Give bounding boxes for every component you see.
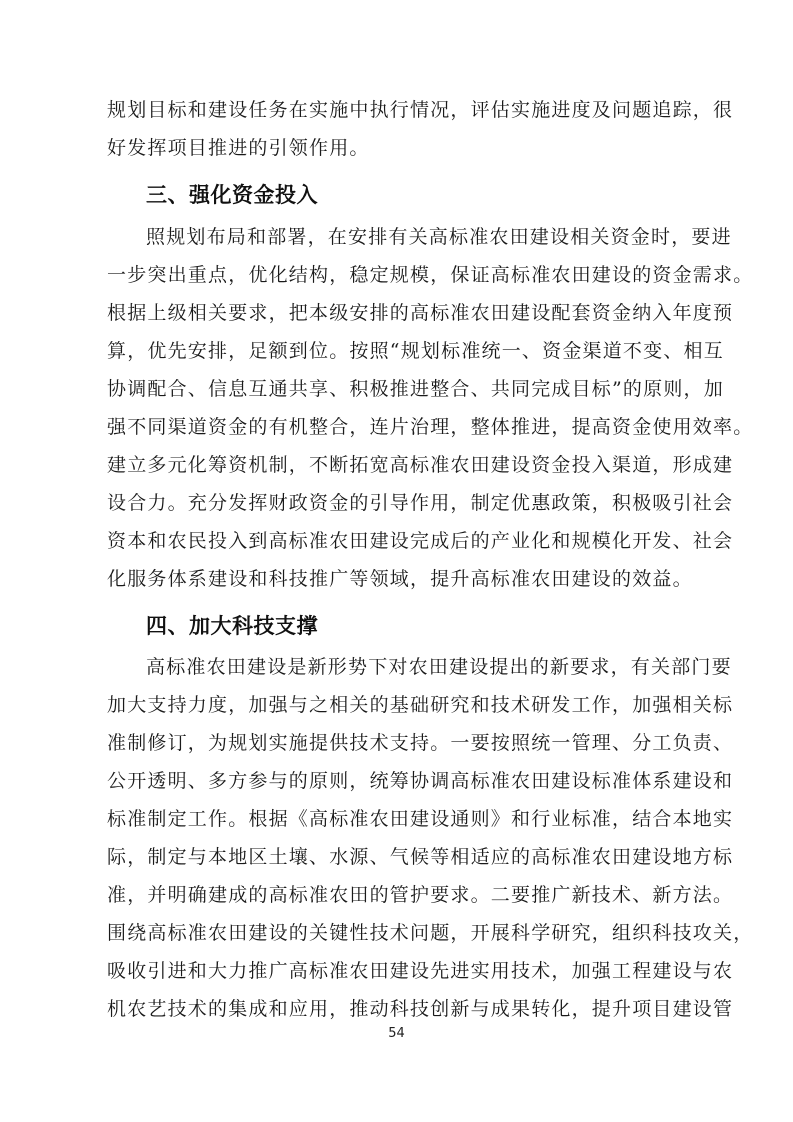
paragraph-line: 协调配合、信息互通共享、积极推进整合、共同完成目标”的原则，加	[107, 378, 724, 400]
paragraph-line: 围绕高标准农田建设的关键性技术问题，开展科学研究，组织科技攻关，	[107, 922, 754, 944]
section-heading: 三、强化资金投入	[146, 183, 318, 207]
paragraph-line: 公开透明、多方参与的原则，统筹协调高标准农田建设标准体系建设和	[107, 770, 734, 792]
paragraph-line: 强不同渠道资金的有机整合，连片治理，整体推进，提高资金使用效率。	[107, 416, 754, 438]
paragraph-line: 标准制定工作。根据《高标准农田建设通则》和行业标准，结合本地实	[107, 808, 734, 830]
paragraph-line: 高标准农田建设是新形势下对农田建设提出的新要求，有关部门要	[146, 656, 732, 678]
paragraph-line: 机农艺技术的集成和应用，推动科技创新与成果转化，提升项目建设管	[107, 998, 734, 1020]
paragraph-line: 设合力。充分发挥财政资金的引导作用，制定优惠政策，积极吸引社会	[107, 492, 734, 514]
paragraph-line: 一步突出重点，优化结构，稳定规模，保证高标准农田建设的资金需求。	[107, 264, 754, 286]
paragraph-line: 根据上级相关要求，把本级安排的高标准农田建设配套资金纳入年度预	[107, 302, 734, 324]
paragraph-line: 建立多元化筹资机制，不断拓宽高标准农田建设资金投入渠道，形成建	[107, 454, 734, 476]
paragraph-line: 准，并明确建成的高标准农田的管护要求。二要推广新技术、新方法。	[107, 884, 734, 906]
paragraph-line: 好发挥项目推进的引领作用。	[107, 137, 370, 159]
paragraph-line: 算，优先安排，足额到位。按照“规划标准统一、资金渠道不变、相互	[107, 340, 724, 362]
paragraph-line: 照规划布局和部署，在安排有关高标准农田建设相关资金时，要进	[146, 226, 732, 248]
paragraph-line: 化服务体系建设和科技推广等领域，提升高标准农田建设的效益。	[107, 568, 693, 590]
paragraph-line: 准制修订，为规划实施提供技术支持。一要按照统一管理、分工负责、	[107, 732, 734, 754]
page-number: 54	[388, 1026, 405, 1041]
section-heading: 四、加大科技支撑	[146, 614, 318, 638]
paragraph-line: 际，制定与本地区土壤、水源、气候等相适应的高标准农田建设地方标	[107, 846, 734, 868]
paragraph-line: 资本和农民投入到高标准农田建设完成后的产业化和规模化开发、社会	[107, 530, 734, 552]
paragraph-line: 加大支持力度，加强与之相关的基础研究和技术研发工作，加强相关标	[107, 694, 734, 716]
paragraph-line: 规划目标和建设任务在实施中执行情况，评估实施进度及问题追踪，很	[107, 99, 734, 121]
paragraph-line: 吸收引进和大力推广高标准农田建设先进实用技术，加强工程建设与农	[107, 960, 734, 982]
